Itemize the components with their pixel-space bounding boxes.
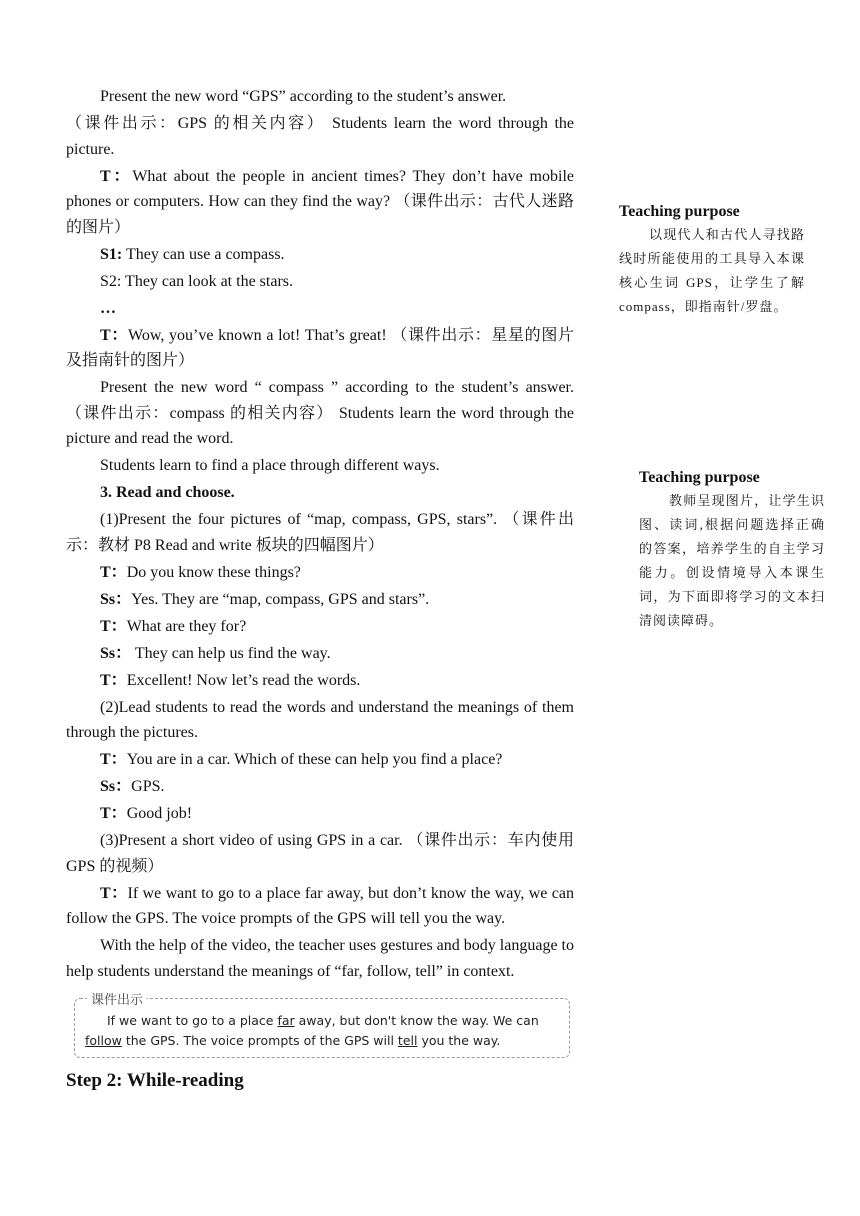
speaker-label: T： [100,617,127,635]
paragraph: （课件出示：GPS 的相关内容） Students learn the word through the picture. [66,115,574,158]
dialogue-text: They can help us find the way. [131,644,331,662]
dialogue-line [66,614,574,640]
side-note-body: 以现代人和古代人寻找路线时所能使用的工具导入本课核心生词 GPS，让学生了解 compass，即指南针/罗盘。 [619,227,805,314]
speaker-label: T： [100,326,129,344]
speaker-label: Ss： [100,590,132,608]
dialogue-text: Good job! [126,805,193,822]
dialogue-text: Wow, you’ve known a lot! That’s great! （课件出示：星星的图片及指南针的图片） [66,326,574,369]
paragraph: (3)Present a short video of using GPS in a car. （课件出示：车内使用 GPS 的视频） [66,832,574,875]
keyword-follow: follow [85,1033,122,1048]
dialogue-line [66,747,574,773]
dialogue-line [66,323,574,374]
dialogue-text: If we want to go to a place far away, but don’t know the way, we can follow the GPS. The voice prompts of the GPS will tell you the way. [66,884,574,927]
dialogue-text: Yes. They are “map, compass, GPS and stars”. [131,590,430,608]
dialogue-text: What are they for? [126,617,247,635]
dialogue-line [66,641,574,667]
speaker-label: T： [100,563,127,581]
dialogue-line: S2: They can look at the stars. [100,272,293,290]
ellipsis: … [100,299,116,317]
speaker-label: S1: [100,245,123,263]
courseware-label: 课件出示 [87,988,147,1014]
dialogue-line [66,560,574,586]
dialogue-text: You are in a car. Which of these can help you find a place? [126,751,503,768]
speaker-label: T： [100,167,133,185]
dialogue-line [66,668,574,694]
paragraph: Students learn to find a place through different ways. [100,457,440,474]
section-heading: 3. Read and choose. [100,484,235,501]
dialogue-text: Do you know these things? [126,563,301,581]
courseware-text-part: If we want to go to a place [107,1013,278,1028]
dialogue-line [66,774,574,800]
dialogue-line [66,164,574,241]
dialogue-text: GPS. [131,778,165,795]
side-note-heading: Teaching purpose [619,203,740,220]
dialogue-line [66,881,574,932]
speaker-label: T： [100,671,127,689]
speaker-label: T： [100,805,127,822]
speaker-label: T： [100,884,128,902]
dialogue-line [66,801,574,827]
courseware-text-part: away, but don't know the way. We can [294,1013,539,1028]
dialogue-text: They can use a compass. [122,245,285,263]
side-note-heading: Teaching purpose [639,469,760,486]
dialogue-line [66,242,574,268]
paragraph: (1)Present the four pictures of “map, compass, GPS, stars”. （课件出示：教材 P8 Read and write 板块的四幅图片） [66,511,574,554]
step-heading: Step 2: While-reading [66,1070,244,1091]
courseware-text-part: the GPS. The voice prompts of the GPS will [121,1033,398,1048]
courseware-text [85,1011,565,1051]
side-note-1 [619,201,805,319]
side-note-body: 教师呈现图片，让学生识图、读词,根据问题选择正确的答案，培养学生的自主学习能力。创设情境导入本课生词，为下面即将学习的文本扫清阅读障碍。 [639,493,825,628]
dialogue-line [66,587,574,613]
keyword-far: far [277,1013,295,1028]
speaker-label: Ss： [100,778,132,795]
courseware-text-part: you the way. [417,1033,501,1048]
courseware-box [74,993,570,1058]
speaker-label: T： [100,751,127,768]
side-note-2 [639,467,825,633]
paragraph: Present the new word “ compass ” according to the student’s answer. （课件出示：compass 的相关内容） Students learn the word through the picture and read the word. [66,379,574,447]
speaker-label: Ss： [100,644,132,662]
keyword-tell: tell [397,1033,418,1048]
paragraph: (2)Lead students to read the words and understand the meanings of them through the pictures. [66,698,574,741]
dialogue-text: What about the people in ancient times? They don’t have mobile phones or computers. How can they find the way? （课件出示：古代人迷路的图片） [66,167,574,236]
lesson-plan-body [66,84,574,1058]
paragraph: Present the new word “GPS” according to the student’s answer. [100,88,507,105]
dialogue-text: Excellent! Now let’s read the words. [126,671,361,689]
paragraph: With the help of the video, the teacher uses gestures and body language to help students understand the meanings of “far, follow, tell” in context. [66,937,574,980]
